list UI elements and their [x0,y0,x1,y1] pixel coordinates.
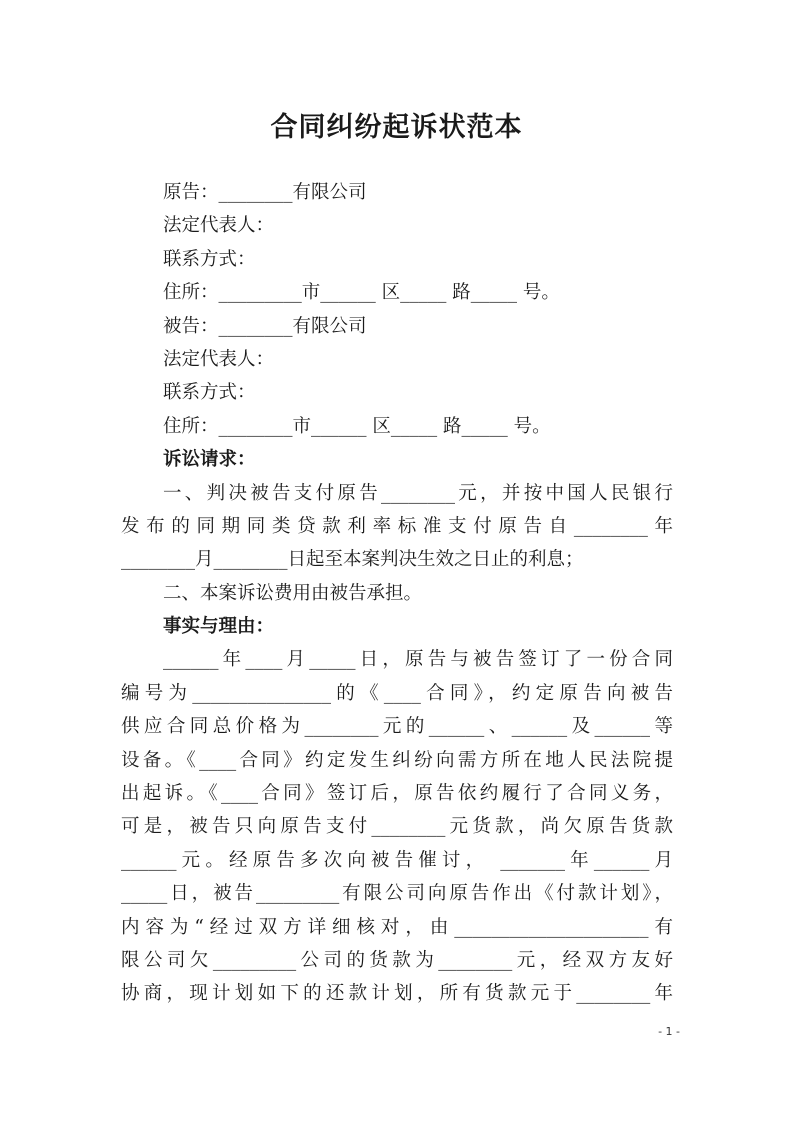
section-heading: 事实与理由： [163,616,275,638]
text-line: 编号为_______________的《____合同》，约定原告向被告 [121,682,673,704]
text-line: 原告：________有限公司 [163,182,367,203]
text-line: 内容为“经过双方详细核对，由_____________________有 [121,916,673,938]
text-line: 可是，被告只向原告支付________元货款，尚欠原告货款 [121,816,673,838]
text-line: 二、本案诉讼费用由被告承担。 [163,582,423,604]
text-line: 供应合同总价格为________元的______、______及______等 [121,716,673,738]
text-line: 法定代表人： [163,215,275,237]
text-line: ______年____月_____日，原告与被告签订了一份合同 [163,649,673,671]
text-line: 设备。《____合同》约定发生纠纷向需方所在地人民法院提 [121,749,673,771]
text-line: 住所：_________市______ 区_____ 路_____ 号。 [163,282,560,304]
text-line: 住所：________市______ 区_____ 路_____ 号。 [163,415,551,437]
text-line: ________月________日起至本案判决生效之日止的利息； [121,549,584,571]
text-line: 一、判决被告支付原告________元，并按中国人民银行 [163,482,673,504]
text-line: 法定代表人： [163,348,275,370]
text-line: 出起诉。《____合同》签订后，原告依约履行了合同义务， [121,783,673,805]
text-line: _____日，被告_________有限公司向原告作出《付款计划》， [121,883,673,905]
text-line: 限公司欠_________公司的货款为________元，经双方友好 [121,949,673,971]
document-body [121,176,673,1011]
text-line: 联系方式： [163,382,256,404]
text-line: 被告：________有限公司 [163,315,367,337]
text-line: 联系方式： [163,248,256,270]
document-title: 合同纠纷起诉状范本 [270,112,523,143]
section-heading: 诉讼请求： [163,449,256,471]
page-number: - 1 - [658,1025,680,1038]
text-line: 发布的同期同类贷款利率标准支付原告自________年 [121,515,673,537]
text-line: 协商，现计划如下的还款计划，所有货款元于________年 [121,983,673,1005]
text-line: ______元。经原告多次向被告催讨， _______年______月 [121,849,673,871]
